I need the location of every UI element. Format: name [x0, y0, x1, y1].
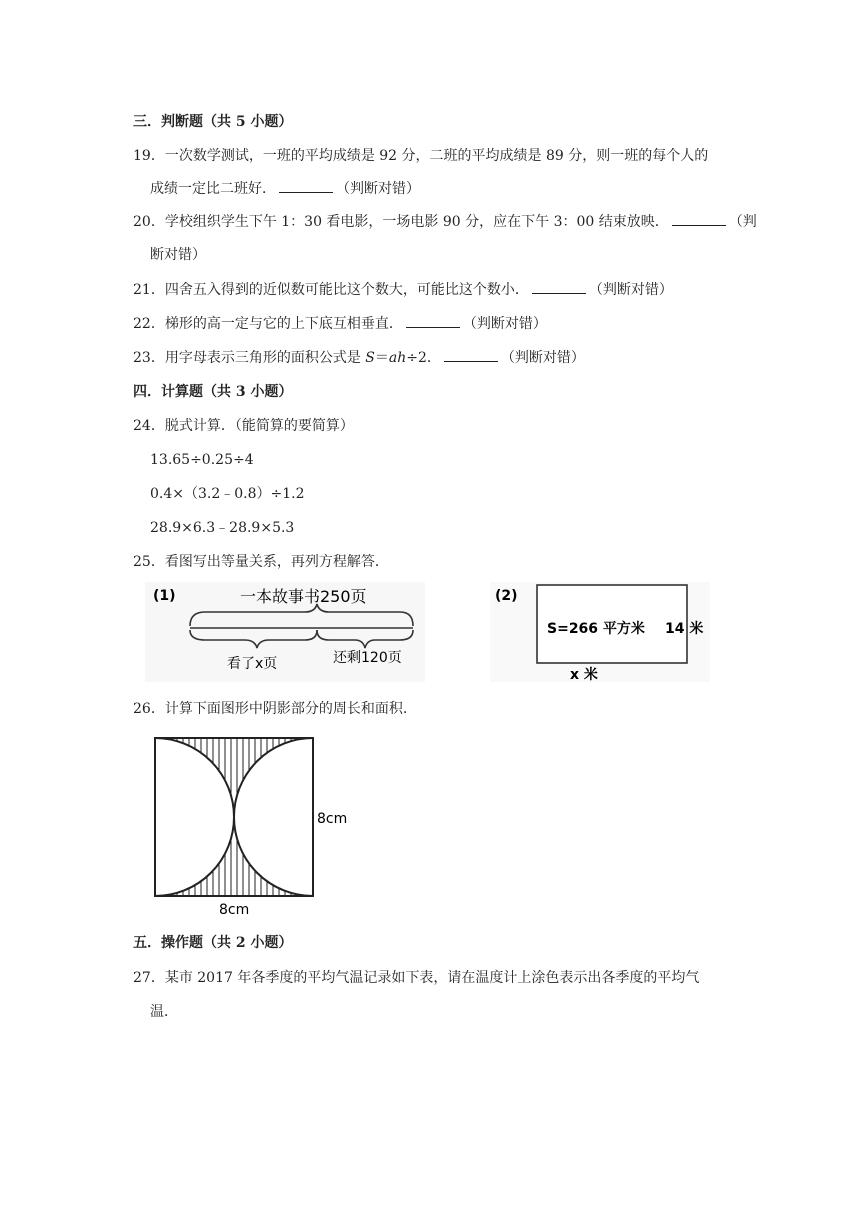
question-27-line1: 27．某市 2017 年各季度的平均气温记录如下表，请在温度计上涂色表示出各季度的平均气 [133, 970, 700, 986]
left-semicircle [155, 738, 234, 896]
figure-shaded-square [145, 732, 350, 920]
expression-2: 0.4×（3.2﹣0.8）÷1.2 [150, 486, 305, 502]
figure-story-book [145, 582, 425, 682]
height-label: 14 米 [665, 621, 704, 637]
answer-blank[interactable] [672, 213, 726, 226]
formula-s: S [365, 350, 375, 366]
question-21 [133, 280, 673, 300]
judge-hint: （判断对错） [336, 181, 420, 197]
judge-hint: （判断对错） [462, 316, 547, 332]
question-20-text: 20．学校组织学生下午 1：30 看电影，一场电影 90 分，应在下午 3：00 结束放映． [133, 214, 669, 230]
figure-2-number: (2) [495, 588, 518, 604]
question-23 [133, 348, 585, 368]
section-title-calc: 四．计算题（共 3 小题） [133, 384, 293, 400]
section-title-judge: 三．判断题（共 5 小题） [133, 114, 293, 130]
question-20-line1 [133, 212, 757, 232]
area-label: S=266 平方米 [547, 621, 645, 637]
question-22-text: 22．梯形的高一定与它的上下底互相垂直． [133, 316, 403, 332]
expression-3: 28.9×6.3﹣28.9×5.3 [150, 520, 295, 536]
question-27-line2: 温． [150, 1004, 178, 1020]
formula-eq: ＝ [374, 350, 389, 366]
question-22 [133, 314, 547, 334]
question-25-title: 25．看图写出等量关系，再列方程解答． [133, 554, 389, 570]
judge-hint: （判断对错） [588, 282, 673, 298]
question-24-title: 24．脱式计算．（能简算的要简算） [133, 418, 354, 434]
question-21-text: 21．四舍五入得到的近似数可能比这个数大，可能比这个数小． [133, 282, 529, 298]
formula-ah: ah [388, 350, 407, 366]
figure-rectangle-area [490, 582, 710, 682]
question-19-line2 [150, 179, 420, 199]
total-pages-label: 一本故事书250页 [240, 587, 367, 606]
question-20-line2: 断对错） [150, 247, 206, 263]
question-19-text: 成绩一定比二班好． [150, 181, 276, 197]
answer-blank[interactable] [444, 349, 498, 362]
figure-1-number: (1) [153, 588, 176, 604]
bottom-length-label: 8cm [219, 902, 250, 918]
section-title-operation: 五．操作题（共 2 小题） [133, 935, 293, 951]
expression-1: 13.65÷0.25÷4 [150, 452, 254, 468]
answer-blank[interactable] [406, 315, 460, 328]
question-19-line1: 19．一次数学测试，一班的平均成绩是 92 分，二班的平均成绩是 89 分，则一班的每个人的 [133, 148, 709, 164]
formula-rest: ÷2． [406, 350, 441, 366]
width-label: x 米 [570, 667, 598, 682]
question-23-text: 23．用字母表示三角形的面积公式是 [133, 350, 366, 366]
judge-hint: （判断对错） [500, 350, 585, 366]
judge-hint: （判 [728, 214, 757, 230]
answer-blank[interactable] [532, 281, 586, 294]
remaining-pages-label: 还剩120页 [333, 650, 402, 666]
right-semicircle [234, 738, 313, 896]
read-pages-label: 看了x页 [227, 656, 278, 672]
side-length-label: 8cm [317, 811, 348, 827]
question-26-title: 26．计算下面图形中阴影部分的周长和面积. [133, 701, 408, 717]
answer-blank[interactable] [279, 180, 333, 193]
